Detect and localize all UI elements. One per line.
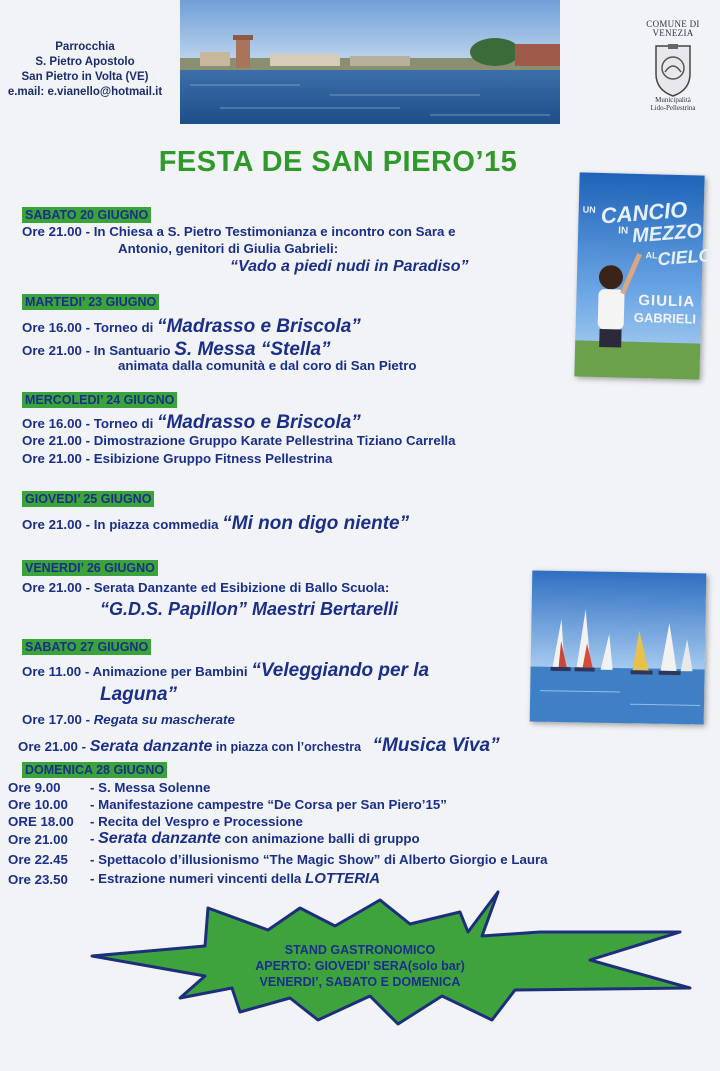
book-author-2: GABRIELI bbox=[633, 309, 697, 327]
event-title: Serata danzante bbox=[89, 738, 213, 755]
event-title: “Veleggiando per la bbox=[251, 660, 430, 681]
venezia-label: VENEZIA bbox=[652, 28, 694, 38]
event-title-continued: Laguna” bbox=[100, 684, 178, 705]
book-title-4: AL bbox=[645, 250, 658, 261]
parish-email: e.mail: e.vianello@hotmail.it bbox=[7, 86, 163, 98]
event-title: “Musica Viva” bbox=[372, 735, 500, 756]
day-header-venerdi-26: VENERDI’ 26 GIUGNO bbox=[22, 560, 158, 576]
event-line: animata dalla comunità e dal coro di San Pietro bbox=[118, 358, 417, 373]
page-title: FESTA DE SAN PIERO’15 bbox=[158, 146, 518, 178]
book-title-2: IN bbox=[618, 225, 629, 237]
event-time: Ore 23.50 bbox=[8, 872, 68, 887]
day-header-sabato-27: SABATO 27 GIUGNO bbox=[22, 639, 151, 655]
event-time: Ore 21.00 bbox=[8, 832, 68, 847]
event-title: Regata su mascherate bbox=[93, 712, 235, 727]
event-line bbox=[22, 660, 429, 682]
lagoon-photo bbox=[180, 0, 560, 124]
stand-line-2: APERTO: GIOVEDI’ SERA(solo bar) bbox=[255, 959, 465, 973]
event-text: - Spettacolo d’illusionismo “The Magic Show” di Alberto Giorgio e Laura bbox=[90, 852, 548, 867]
lotteria-label: LOTTERIA bbox=[305, 870, 381, 887]
book-title-5: CIELO bbox=[656, 245, 714, 270]
stand-line-1: STAND GASTRONOMICO bbox=[284, 943, 436, 957]
event-text-prefix: - bbox=[90, 831, 99, 846]
event-text: - Recita del Vespro e Processione bbox=[90, 814, 303, 829]
parish-line-3: San Pietro in Volta (VE) bbox=[21, 71, 149, 83]
event-time: Ore 22.45 bbox=[8, 852, 68, 867]
event-line bbox=[22, 316, 361, 338]
event-time-text: Ore 16.00 - Torneo di bbox=[22, 416, 157, 431]
event-title: Serata danzante bbox=[98, 830, 221, 847]
event-line bbox=[22, 412, 361, 434]
day-header-domenica-28: DOMENICA 28 GIUGNO bbox=[22, 762, 167, 778]
event-time-text: Ore 21.00 - In Santuario bbox=[22, 343, 175, 358]
event-time-text: Ore 21.00 - In piazza commedia bbox=[22, 517, 223, 532]
event-time-text: Ore 16.00 - Torneo di bbox=[22, 320, 157, 335]
event-time: ORE 18.00 bbox=[8, 814, 74, 829]
municipality-line-2: Lido-Pellestrina bbox=[650, 104, 696, 112]
event-title: “Madrasso e Briscola” bbox=[156, 316, 361, 337]
event-line: Ore 21.00 - Serata Danzante ed Esibizione di Ballo Scuola: bbox=[22, 580, 390, 595]
book-title-1: CANCIO bbox=[599, 196, 689, 229]
event-line: Ore 21.00 - Dimostrazione Gruppo Karate Pellestrina Tiziano Carrella bbox=[22, 433, 456, 448]
book-title-small: UN bbox=[582, 204, 596, 215]
book-cover-image bbox=[574, 172, 714, 379]
event-line bbox=[22, 513, 409, 535]
event-line: Ore 21.00 - In Chiesa a S. Pietro Testimonianza e incontro con Sara e bbox=[22, 224, 456, 239]
book-title-3: MEZZO bbox=[631, 219, 703, 248]
parish-line-1: Parrocchia bbox=[55, 41, 115, 53]
event-text: in piazza con l’orchestra bbox=[212, 740, 365, 754]
event-title: “Madrasso e Briscola” bbox=[156, 412, 361, 433]
event-title: S. Messa “Stella” bbox=[174, 339, 331, 360]
book-author-1: GIULIA bbox=[638, 291, 696, 311]
event-text-prefix: - Estrazione numeri vincenti della bbox=[90, 871, 306, 886]
parish-info bbox=[0, 40, 170, 100]
event-text-suffix: con animazione balli di gruppo bbox=[220, 831, 420, 846]
event-text: - S. Messa Solenne bbox=[90, 780, 211, 795]
municipality-line-1: Municipalità bbox=[655, 96, 691, 104]
event-time-text: Ore 11.00 - Animazione per Bambini bbox=[22, 664, 252, 679]
event-time-text: Ore 17.00 - bbox=[22, 712, 94, 727]
sailboats-photo bbox=[530, 570, 707, 724]
event-title: “G.D.S. Papillon” Maestri Bertarelli bbox=[100, 599, 399, 619]
day-header-mercoledi-24: MERCOLEDI’ 24 GIUGNO bbox=[22, 392, 177, 408]
day-header-martedi-23: MARTEDI’ 23 GIUGNO bbox=[22, 294, 159, 310]
stand-line-3: VENERDI’, SABATO E DOMENICA bbox=[259, 975, 461, 989]
comune-venezia-logo bbox=[638, 20, 708, 112]
parish-line-2: S. Pietro Apostolo bbox=[35, 56, 135, 68]
event-line: Antonio, genitori di Giulia Gabrieli: bbox=[118, 241, 339, 256]
event-time-text: Ore 21.00 - bbox=[18, 739, 90, 754]
event-time: Ore 10.00 bbox=[8, 797, 68, 812]
event-line bbox=[22, 712, 235, 727]
event-line bbox=[18, 735, 500, 757]
event-text: - Manifestazione campestre “De Corsa per San Piero’15” bbox=[90, 797, 447, 812]
day-header-giovedi-25: GIOVEDI’ 25 GIUGNO bbox=[22, 491, 154, 507]
venezia-lion-emblem-icon bbox=[650, 42, 696, 98]
comune-label: COMUNE DI bbox=[646, 19, 700, 29]
day-header-sabato-20: SABATO 20 GIUGNO bbox=[22, 207, 151, 223]
event-text bbox=[90, 830, 420, 848]
event-title: “Vado a piedi nudi in Paradiso” bbox=[230, 258, 469, 275]
event-title: “Mi non digo niente” bbox=[222, 513, 410, 534]
event-time: Ore 9.00 bbox=[8, 780, 61, 795]
event-line: Ore 21.00 - Esibizione Gruppo Fitness Pellestrina bbox=[22, 451, 333, 466]
stand-gastronomico-text bbox=[200, 942, 520, 990]
